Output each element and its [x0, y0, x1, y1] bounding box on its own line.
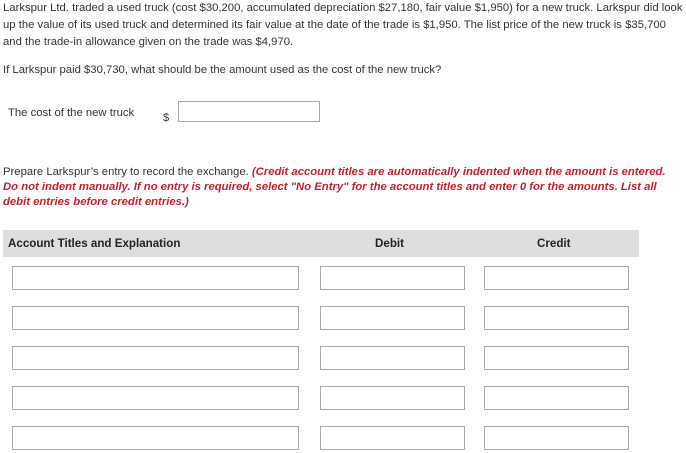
- debit-input[interactable]: [320, 426, 465, 450]
- journal-table-header: [3, 230, 639, 257]
- journal-row: [0, 266, 686, 290]
- cost-label: The cost of the new truck: [8, 107, 135, 119]
- dollar-sign: $: [163, 112, 170, 124]
- debit-input[interactable]: [320, 386, 465, 410]
- journal-row: [0, 306, 686, 330]
- header-debit: Debit: [375, 237, 404, 250]
- instructions-note: (Credit account titles are automatically indented when the amount is entered. Do not indent manually. If no entry is required, select "No Entry" for the account titles and enter 0 for the amounts. List all debit entries before credit entries.): [3, 166, 666, 208]
- header-credit: Credit: [537, 237, 571, 250]
- account-title-input[interactable]: [12, 306, 299, 330]
- account-title-input[interactable]: [12, 426, 299, 450]
- instructions: [3, 165, 683, 210]
- journal-row: [0, 386, 686, 410]
- credit-input[interactable]: [484, 386, 629, 410]
- debit-input[interactable]: [320, 306, 465, 330]
- credit-input[interactable]: [484, 346, 629, 370]
- debit-input[interactable]: [320, 266, 465, 290]
- cost-input[interactable]: [178, 101, 320, 122]
- account-title-input[interactable]: [12, 346, 299, 370]
- credit-input[interactable]: [484, 266, 629, 290]
- account-title-input[interactable]: [12, 386, 299, 410]
- debit-input[interactable]: [320, 346, 465, 370]
- credit-input[interactable]: [484, 306, 629, 330]
- journal-row: [0, 426, 686, 450]
- credit-input[interactable]: [484, 426, 629, 450]
- account-title-input[interactable]: [12, 266, 299, 290]
- question-text: If Larkspur paid $30,730, what should be the amount used as the cost of the new truck?: [3, 64, 442, 76]
- journal-row: [0, 346, 686, 370]
- instructions-lead: Prepare Larkspur’s entry to record the exchange.: [3, 166, 249, 178]
- header-account-titles: Account Titles and Explanation: [8, 237, 181, 250]
- problem-statement: Larkspur Ltd. traded a used truck (cost $30,200, accumulated depreciation $27,180, fair value $1,950) for a new truck. Larkspur did look up the value of its used truck and determined its fair value at the date of the trade is $1,950. The list price of the new truck is $35,700 and the trade-in allowance given on the trade was $4,970.: [3, 2, 683, 48]
